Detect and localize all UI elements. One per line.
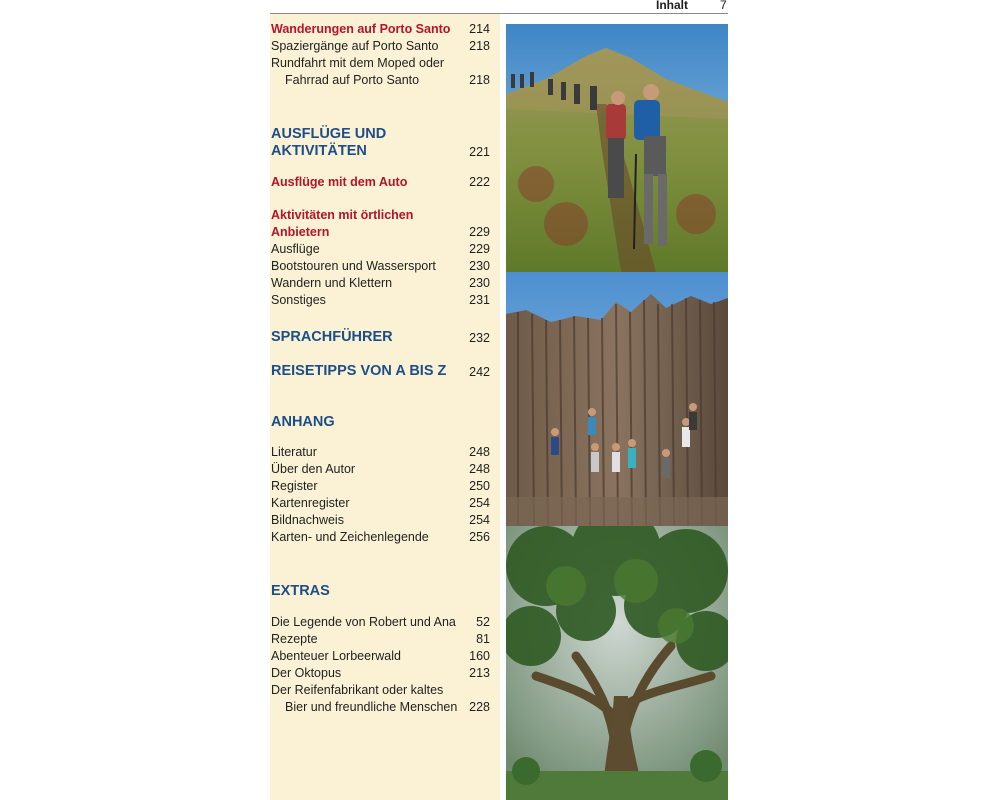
toc-entry-label: Rezepte	[271, 632, 318, 646]
toc-entry-page: 250	[469, 479, 490, 493]
toc-entry-page: 248	[469, 445, 490, 459]
photo-basalt-columns	[506, 272, 728, 526]
toc-entry-page: 214	[469, 22, 490, 36]
toc-entry-page: 230	[469, 276, 490, 290]
toc-section-sprachfuehrer[interactable]	[271, 329, 493, 346]
toc-entry-page: 230	[469, 259, 490, 273]
toc-section-ausfluege-aktivitaeten[interactable]	[271, 126, 493, 160]
toc-entry-page: 242	[469, 365, 490, 379]
toc-entry-page: 222	[469, 175, 490, 189]
toc-entry-label: Kartenregister	[271, 496, 350, 510]
toc-entry-page: 254	[469, 513, 490, 527]
toc-entry-label: Register	[271, 479, 318, 493]
toc-section-reisetipps[interactable]	[271, 363, 493, 380]
toc-entry-page: 160	[469, 649, 490, 663]
toc-entry-label: Der Oktopus	[271, 666, 342, 680]
toc-entry-page: 229	[469, 242, 490, 256]
toc-entry-label: Die Legende von Robert und Ana	[271, 615, 456, 629]
toc-entry-label: Wanderungen auf Porto Santo	[271, 22, 451, 36]
toc-section-anhang[interactable]	[271, 414, 493, 431]
section-title: SPRACHFÜHRER	[271, 329, 393, 345]
section-title: REISETIPPS VON A BIS Z	[271, 363, 447, 379]
toc-entry-page: 232	[469, 331, 490, 345]
toc-entry-label: Der Reifenfabrikant oder kaltes	[271, 683, 444, 697]
toc-entry-page: 218	[469, 73, 490, 87]
toc-entry-page: 248	[469, 462, 490, 476]
toc-entry-page: 81	[476, 632, 490, 646]
toc-entry-label: Bier und freundliche Menschen	[285, 700, 458, 714]
toc-section-extras[interactable]	[271, 583, 493, 600]
toc-entry-page: 229	[469, 225, 490, 239]
toc-entry-label: Bildnachweis	[271, 513, 344, 527]
section-title-line1: AUSFLÜGE UND	[271, 126, 387, 142]
toc-entry-page: 254	[469, 496, 490, 510]
toc-entry-label: Literatur	[271, 445, 317, 459]
toc-entry-page: 213	[469, 666, 490, 680]
page-number: 7	[720, 0, 727, 12]
toc-entry-label: Abenteuer Lorbeerwald	[271, 649, 401, 663]
section-title: ANHANG	[271, 414, 335, 430]
toc-entry-label: Ausflüge	[271, 242, 320, 256]
toc-entry-label: Aktivitäten mit örtlichen	[271, 208, 414, 222]
toc-entry-label: Anbietern	[271, 225, 330, 239]
running-header-title: Inhalt	[656, 0, 688, 12]
toc-entry-page: 52	[476, 615, 490, 629]
section-title-line2: AKTIVITÄTEN	[271, 143, 367, 159]
toc-entry-label: Fahrrad auf Porto Santo	[285, 73, 420, 87]
toc-entry-label: Ausflüge mit dem Auto	[271, 175, 408, 189]
toc-entry-label: Spaziergänge auf Porto Santo	[271, 39, 439, 53]
toc-entry-page: 221	[469, 145, 490, 159]
toc-entry-label: Rundfahrt mit dem Moped oder	[271, 56, 445, 70]
section-title: EXTRAS	[271, 583, 330, 599]
toc-entry-label: Sonstiges	[271, 293, 326, 307]
photo-laurel-tree	[506, 526, 728, 800]
toc-entry-page: 231	[469, 293, 490, 307]
toc-entry-label: Bootstouren und Wassersport	[271, 259, 436, 273]
toc-entry-label: Karten- und Zeichenlegende	[271, 530, 429, 544]
toc-entry-page: 256	[469, 530, 490, 544]
toc-entry-label: Über den Autor	[271, 462, 356, 476]
toc-entry-page: 228	[469, 700, 490, 714]
toc-entry-label: Wandern und Klettern	[271, 276, 393, 290]
header-rule	[270, 13, 728, 14]
toc-entry-page: 218	[469, 39, 490, 53]
photo-hikers-on-slope	[506, 24, 728, 272]
